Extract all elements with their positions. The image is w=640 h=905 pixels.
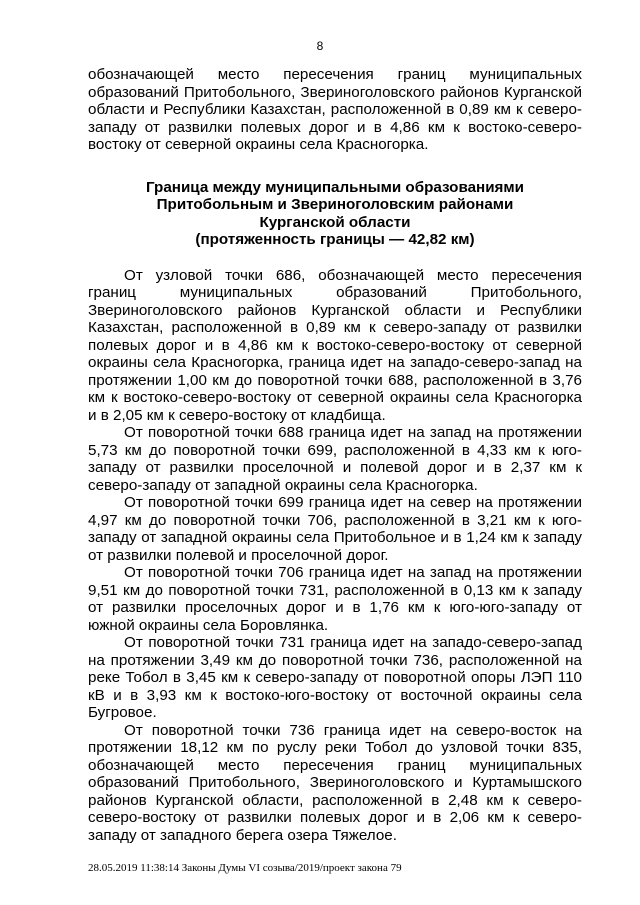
section-title-line: Курганской области — [259, 213, 411, 231]
boundary-paragraph: От поворотной точки 706 граница идет на запад на протяжении 9,51 км до поворотной точки 731, расположенной в 0,13 км к западу от развилки проселочных дорог и в 1,76 км к юго-юго-западу от южной окраины села Боровлянка. — [88, 564, 582, 634]
document-footer: 28.05.2019 11:38:14 Законы Думы VI созыва/2019/проект закона 79 — [88, 862, 402, 874]
document-body — [88, 66, 582, 844]
section-title-line: Граница между муниципальными образованиями — [146, 178, 524, 196]
page-number: 8 — [316, 39, 324, 53]
intro-paragraph: обозначающей место пересечения границ муниципальных образований Притобольного, Звериноголовского районов Курганской области и Республики Казахстан, расположенной в 0,89 км к северо-западу от развилки полевых дорог и в 4,86 км к востоко-северо-востоку от северной окраины села Красногорка. — [88, 66, 582, 153]
boundary-paragraph: От поворотной точки 688 граница идет на запад на протяжении 5,73 км до поворотной точки 699, расположенной в 4,33 км к юго-западу от развилки проселочной и полевой дорог и в 2,37 км к северо-западу от западной окраины села Красногорка. — [88, 424, 582, 494]
boundary-paragraph: От поворотной точки 736 граница идет на северо-восток на протяжении 18,12 км по руслу реки Тобол до узловой точки 835, обозначающей место пересечения границ муниципальных образований Притобольного, Звериноголовского и Куртамышского районов Курганской области, расположенной в 2,48 км к северо-северо-востоку от развилки полевых дорог и в 2,06 км к северо-западу от западного берега озера Тяжелое. — [88, 721, 582, 844]
section-title-line: Притобольным и Звериноголовским районами — [156, 196, 514, 213]
boundary-paragraph: От узловой точки 686, обозначающей место пересечения границ муниципальных образований Притобольного, Звериноголовского районов Курганской области и Республики Казахстан, расположенной в 0,89 км к северо-западу от развилки полевых дорог и в 4,86 км к востоко-северо-востоку от северной окраины села Красногорка, граница идет на западо-северо-запад на протяжении 1,00 км до поворотной точки 688, расположенной в 3,76 км к востоко-северо-востоку от северной окраины села Красногорка и в 2,05 км к северо-востоку от кладбища. — [88, 266, 582, 424]
boundary-paragraph: От поворотной точки 699 граница идет на север на протяжении 4,97 км до поворотной точки 706, расположенной в 3,21 км к юго-западу от западной окраины села Притобольное и в 1,24 км к западу от развилки полевой и проселочной дорог. — [88, 494, 582, 564]
boundary-paragraph: От поворотной точки 731 граница идет на западо-северо-запад на протяжении 3,49 км до поворотной точки 736, расположенной на реке Тобол в 3,45 км к северо-западу от поворотной опоры ЛЭП 110 кВ и в 3,93 км к востоко-юго-востоку от восточной окраины села Бугровое. — [88, 634, 582, 721]
section-title-length: (протяженность границы — 42,82 км) — [195, 231, 475, 248]
section-title — [88, 179, 582, 249]
